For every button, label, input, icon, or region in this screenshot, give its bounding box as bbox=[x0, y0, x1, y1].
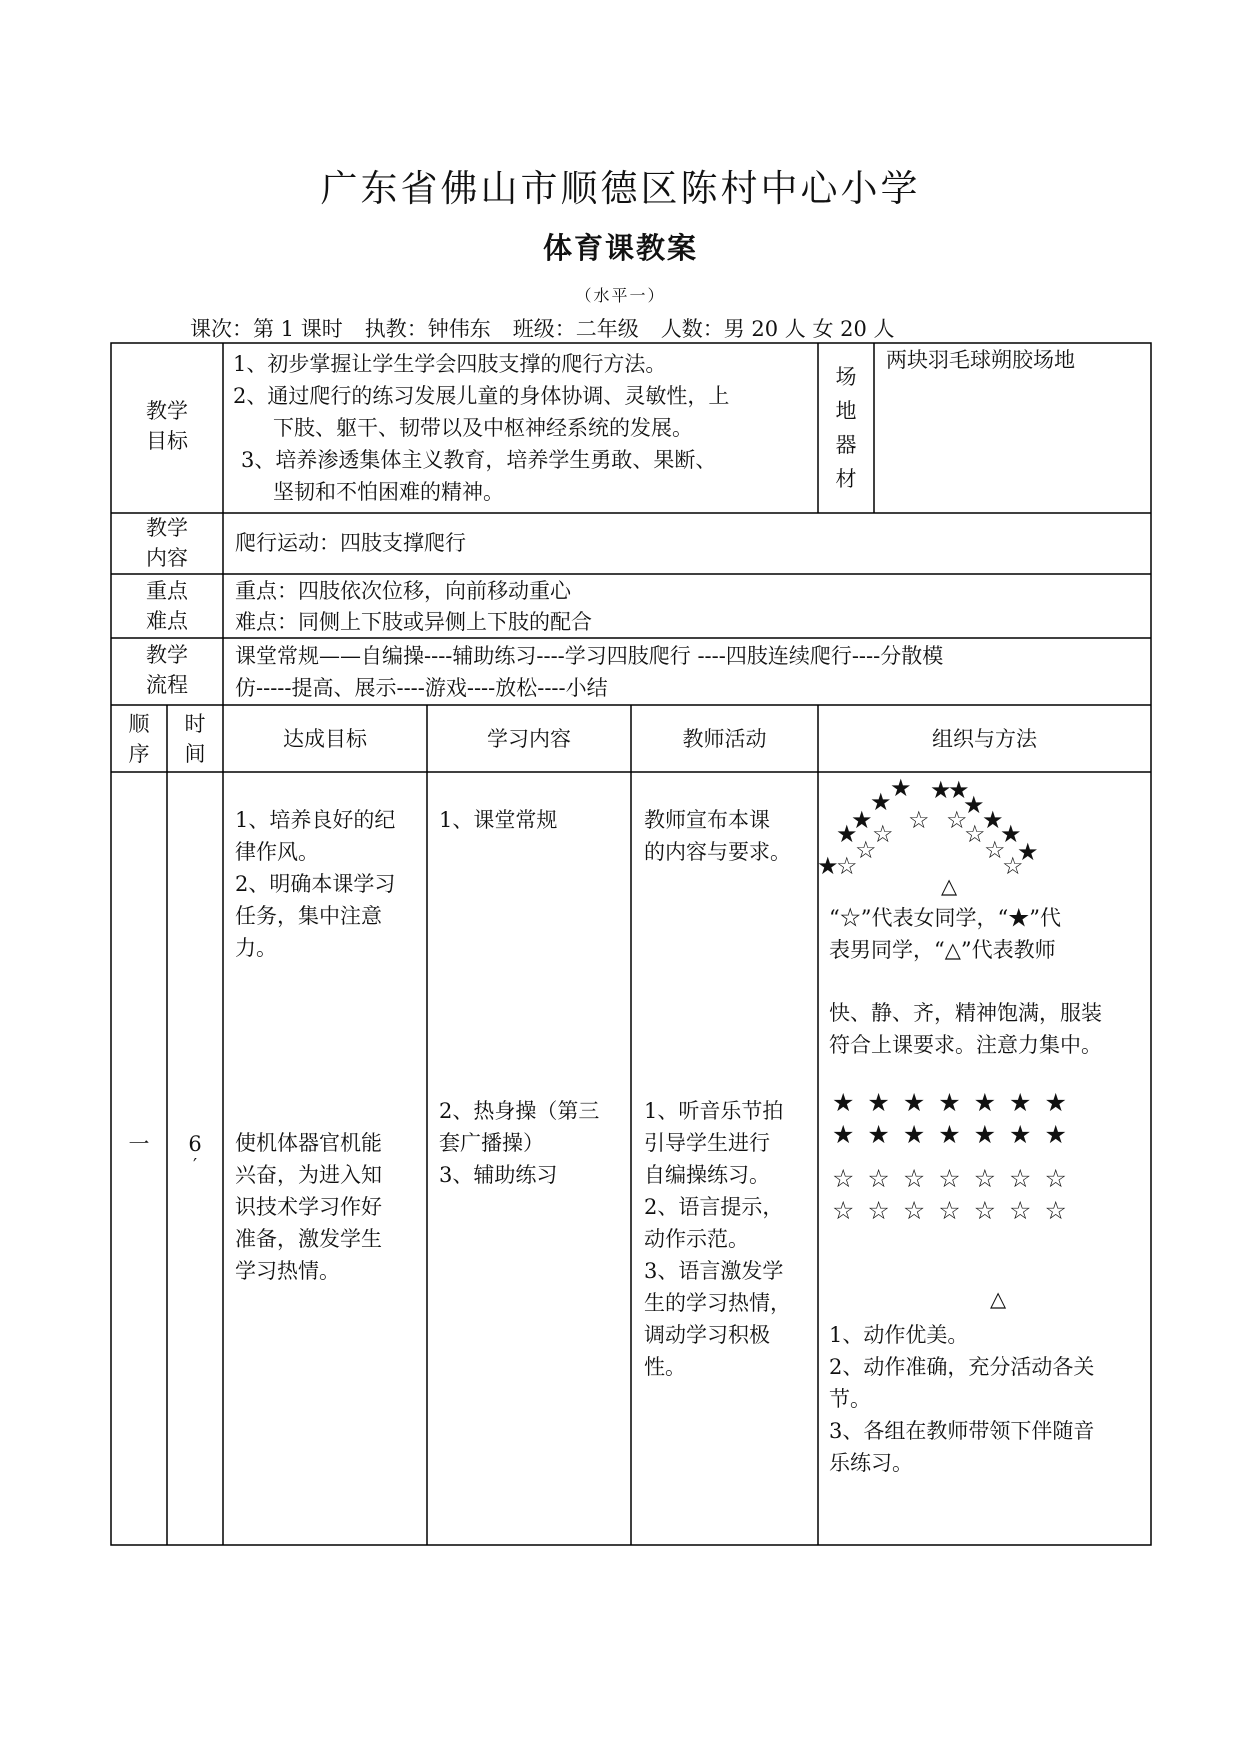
hollow-star: ☆ bbox=[872, 820, 894, 848]
flow-label: 教学 流程 bbox=[146, 643, 188, 697]
venue-text: 两块羽毛球朔胶场地 bbox=[886, 348, 1075, 372]
hollow-star: ☆ bbox=[946, 806, 968, 834]
venue-label: 场 地 器 材 bbox=[835, 365, 857, 491]
key-difficulty-label: 重点 难点 bbox=[146, 579, 188, 633]
row1-teacher-a: 教师宣布本课 的内容与要求。 bbox=[644, 808, 791, 864]
filled-star: ★ bbox=[1000, 820, 1022, 848]
hollow-star: ☆ bbox=[984, 836, 1006, 864]
boys-row-2: ★★★★★★★ bbox=[832, 1120, 1080, 1149]
requirements-b: 1、动作优美。 2、动作准确，充分活动各关 节。 3、各组在教师带领下伴随音 乐练习。 bbox=[829, 1323, 1095, 1475]
teacher-position-marker: △ bbox=[990, 1287, 1007, 1311]
row1-study-b: 2、热身操（第三 套广播操） 3、辅助练习 bbox=[439, 1099, 600, 1187]
row1-goal-b: 使机体器官机能 兴奋，为进入知 识技术学习作好 准备，激发学生 学习热情。 bbox=[235, 1131, 382, 1283]
hollow-star: ☆ bbox=[1002, 852, 1024, 880]
filled-star: ★ bbox=[982, 806, 1004, 834]
key-difficulty-text bbox=[235, 576, 592, 638]
column-header-org: 组织与方法 bbox=[932, 727, 1037, 751]
difficulty-point: 难点：同侧上下肢或异侧上下肢的配合 bbox=[235, 610, 592, 634]
filled-star: ★ bbox=[948, 776, 970, 804]
school-name: 广东省佛山市顺德区陈村中心小学 bbox=[320, 167, 921, 210]
row1-time: 6 ′ bbox=[188, 1132, 202, 1176]
hollow-star: ☆ bbox=[855, 836, 877, 864]
column-header-goal: 达成目标 bbox=[283, 727, 367, 751]
class-grade: 班级：二年级 bbox=[512, 317, 639, 341]
content-label: 教学 内容 bbox=[146, 516, 188, 570]
content-text: 爬行运动：四肢支撑爬行 bbox=[235, 531, 466, 555]
flow-text: 课堂常规——自编操----辅助练习----学习四肢爬行 ----四肢连续爬行----分散模 仿-----提高、展示----游戏----放松----小结 bbox=[235, 644, 944, 700]
column-header-time: 时 间 bbox=[184, 712, 206, 766]
boys-row-1: ★★★★★★★ bbox=[832, 1088, 1080, 1117]
formation-legend: “☆”代表女同学，“★”代 表男同学，“△”代表教师 bbox=[829, 906, 1061, 962]
teacher-position-marker: △ bbox=[941, 874, 958, 898]
teacher-name: 执教：钟伟东 bbox=[364, 317, 491, 341]
filled-star: ★ bbox=[817, 852, 839, 880]
goals-text: 1、初步掌握让学生学会四肢支撑的爬行方法。 2、通过爬行的练习发展儿童的身体协调、灵敏性，上 下肢、躯干、韧带以及中枢神经系统的发展。 3、培养渗透集体主义教育，培养学生勇敢、果断、 坚韧和不怕困难的精神。 bbox=[233, 352, 730, 504]
filled-star: ★ bbox=[870, 788, 892, 816]
filled-star: ★ bbox=[851, 806, 873, 834]
hollow-star: ☆ bbox=[836, 852, 858, 880]
row1-order: 一 bbox=[128, 1132, 150, 1156]
requirements-a: 快、静、齐，精神饱满，服装 符合上课要求。注意力集中。 bbox=[829, 1001, 1102, 1057]
student-count: 人数：男 20 人 女 20 人 bbox=[660, 317, 895, 341]
girls-row-1: ☆☆☆☆☆☆☆ bbox=[832, 1164, 1080, 1193]
key-point: 重点：四肢依次位移，向前移动重心 bbox=[235, 579, 571, 603]
filled-star: ★ bbox=[1017, 838, 1039, 866]
filled-star: ★ bbox=[890, 774, 912, 802]
filled-star: ★ bbox=[930, 776, 952, 804]
filled-star: ★ bbox=[963, 791, 985, 819]
column-header-order: 顺 序 bbox=[128, 712, 150, 766]
goals-label: 教学 目标 bbox=[146, 399, 188, 453]
column-header-study: 学习内容 bbox=[487, 727, 571, 751]
lesson-info-line bbox=[190, 313, 903, 343]
level-label: （水平一） bbox=[575, 286, 666, 305]
column-header-teacher: 教师活动 bbox=[682, 727, 767, 751]
document-title: 体育课教案 bbox=[542, 231, 698, 265]
hollow-star: ☆ bbox=[908, 806, 930, 834]
hollow-star: ☆ bbox=[964, 820, 986, 848]
lesson-number: 课次：第 1 课时 bbox=[190, 317, 343, 341]
girls-row-2: ☆☆☆☆☆☆☆ bbox=[832, 1196, 1080, 1225]
filled-star: ★ bbox=[836, 820, 858, 848]
row1-study-a: 1、课堂常规 bbox=[439, 808, 558, 832]
row1-teacher-b: 1、听音乐节拍 引导学生进行 自编操练习。 2、语言提示， 动作示范。 3、语言激发学 生的学习热情， 调动学习积极 性。 bbox=[644, 1099, 791, 1379]
row1-goal-a: 1、培养良好的纪 律作风。 2、明确本课学习 任务，集中注意 力。 bbox=[235, 808, 396, 960]
